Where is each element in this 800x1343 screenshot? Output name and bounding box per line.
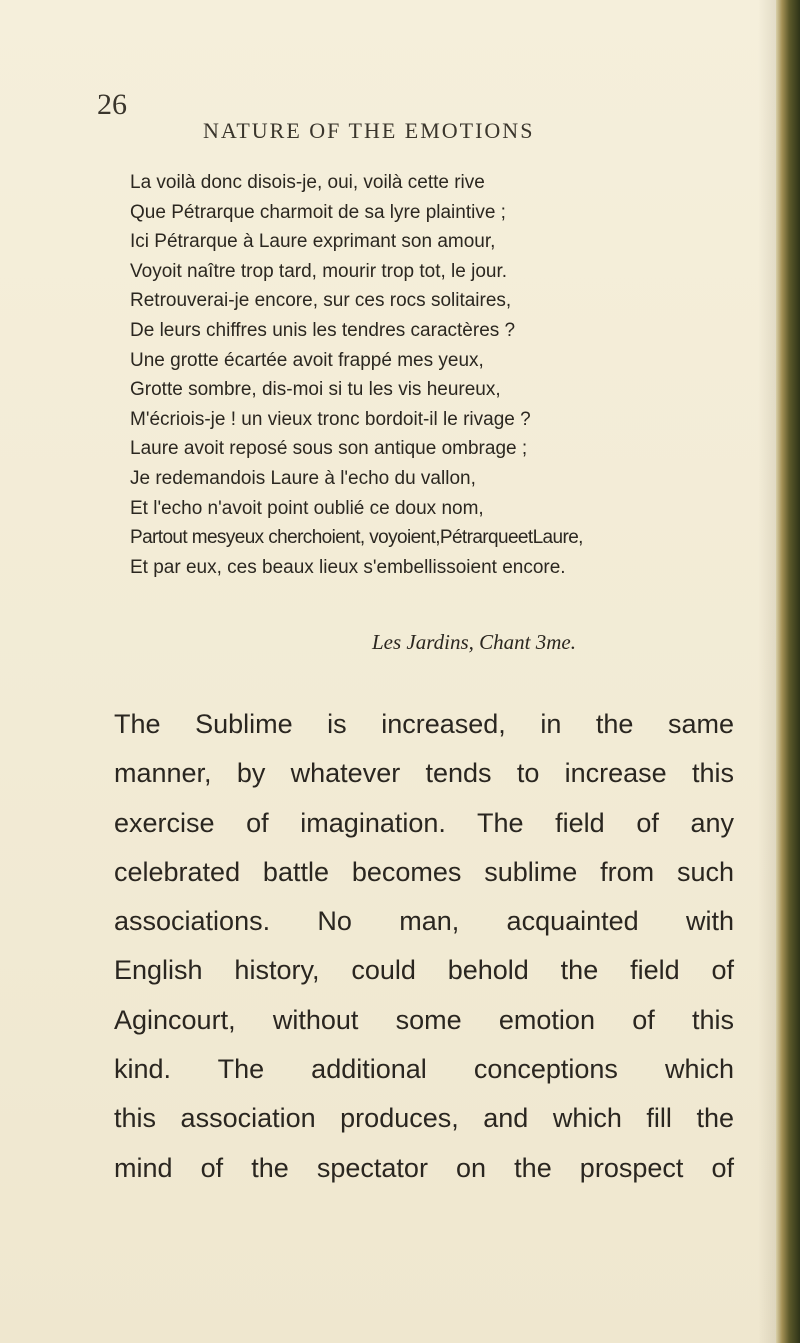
verse-line: De leurs chiffres unis les tendres caractères ? bbox=[130, 319, 516, 341]
body-line: mind of the spectator on the prospect of bbox=[114, 1152, 734, 1183]
verse-line: Voyoit naître trop tard, mourir trop tot, le jour. bbox=[130, 260, 508, 282]
verse-line: Que Pétrarque charmoit de sa lyre plaintive ; bbox=[130, 201, 506, 223]
verse-line: M'écriois-je ! un vieux tronc bordoit-il le rivage ? bbox=[130, 408, 531, 430]
page-number: 26 bbox=[97, 88, 127, 121]
running-head: NATURE OF THE EMOTIONS bbox=[203, 118, 535, 143]
verse-line: Grotte sombre, dis-moi si tu les vis heureux, bbox=[130, 379, 501, 401]
body-line: associations. No man, acquainted with bbox=[114, 906, 734, 937]
body-line: this association produces, and which fill the bbox=[114, 1103, 734, 1134]
verse-line: Je redemandois Laure à l'echo du vallon, bbox=[130, 467, 476, 489]
verse-line: Partout mesyeux cherchoient, voyoient,PétrarqueetLaure, bbox=[130, 527, 583, 549]
verse-citation: Les Jardins, Chant 3me. bbox=[372, 630, 576, 654]
verse-line: Laure avoit reposé sous son antique ombrage ; bbox=[130, 438, 528, 460]
body-line: exercise of imagination. The field of any bbox=[114, 807, 734, 838]
verse-line: Et l'echo n'avoit point oublié ce doux nom, bbox=[130, 497, 484, 519]
body-line: The Sublime is increased, in the same bbox=[114, 709, 734, 739]
body-line: celebrated battle becomes sublime from such bbox=[114, 856, 734, 887]
verse-quotation bbox=[130, 168, 730, 582]
verse-line: Retrouverai-je encore, sur ces rocs solitaires, bbox=[130, 290, 512, 312]
verse-line: Et par eux, ces beaux lieux s'embellissoient encore. bbox=[130, 556, 566, 578]
body-line: Agincourt, without some emotion of this bbox=[114, 1004, 734, 1035]
book-binding-edge bbox=[776, 0, 800, 1343]
body-line: English history, could behold the field of bbox=[114, 955, 734, 986]
verse-line: La voilà donc disois-je, oui, voilà cette rive bbox=[130, 172, 485, 193]
verse-line: Ici Pétrarque à Laure exprimant son amour, bbox=[130, 231, 496, 253]
page-gutter-shadow bbox=[758, 0, 776, 1343]
verse-line: Une grotte écartée avoit frappé mes yeux, bbox=[130, 349, 484, 371]
body-paragraph bbox=[114, 700, 734, 1193]
body-line: manner, by whatever tends to increase this bbox=[114, 758, 734, 789]
body-line: kind. The additional conceptions which bbox=[114, 1054, 734, 1085]
